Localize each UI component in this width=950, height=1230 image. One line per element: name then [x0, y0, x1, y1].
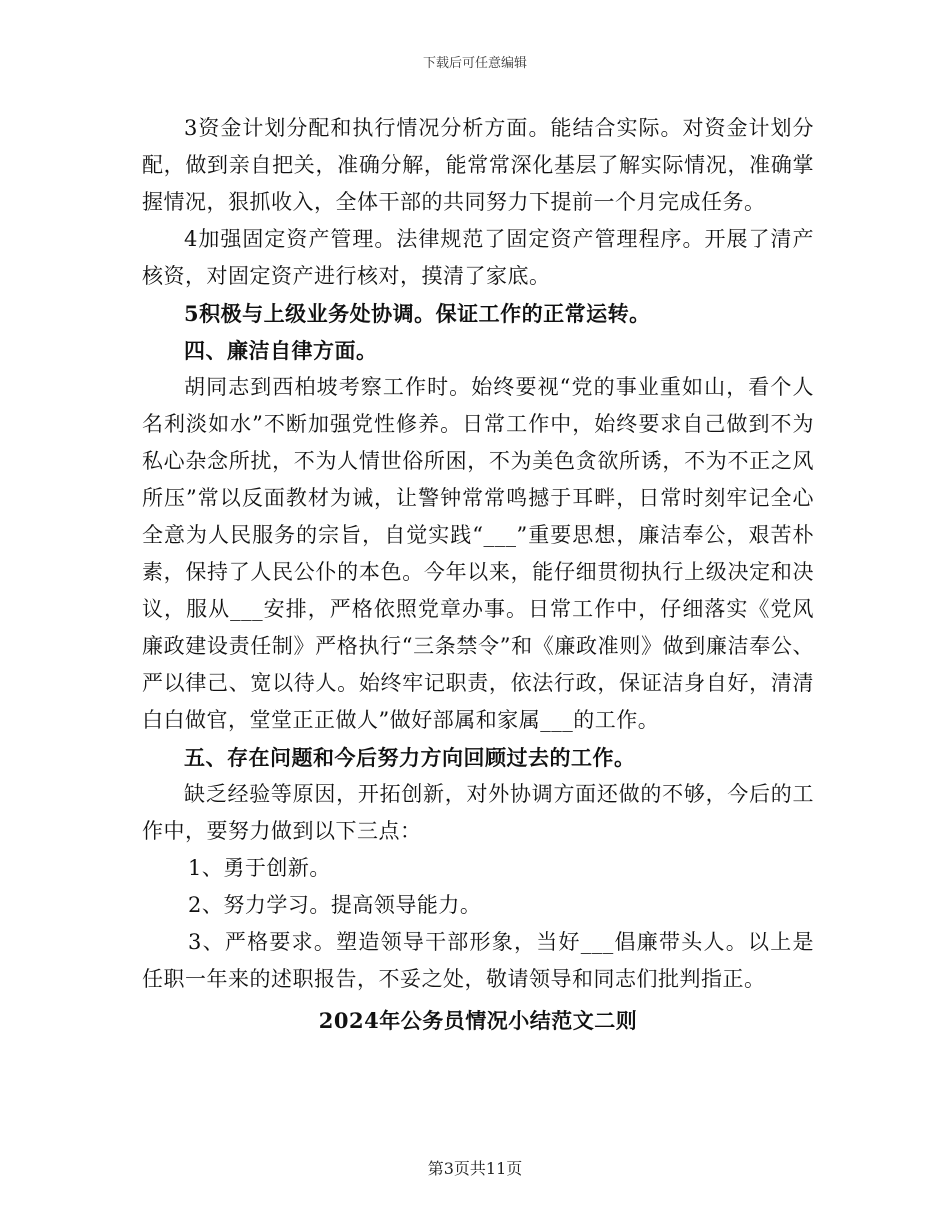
paragraph-integrity: 胡同志到西柏坡考察工作时。始终要视“党的事业重如山，看个人名利淡如水”不断加强党性修养。日常工作中，始终要求自己做到不为私心杂念所扰，不为人情世俗所困，不为美色贪欲所诱，不为不正之风所压”常以反面教材为诫，让警钟常常鸣撼于耳畔，日常时刻牢记全心全意为人民服务的宗旨，自觉实践“___”重要思想，廉洁奉公，艰苦朴素，保持了人民公仆的本色。今年以来，能仔细贯彻执行上级决定和决议，服从___安排，严格依照党章办事。日常工作中，仔细落实《党风廉政建设责任制》严格执行“三条禁令”和《廉政准则》做到廉洁奉公、严以律己、宽以待人。始终牢记职责，依法行政，保证洁身自好，清清白白做官，堂堂正正做人”做好部属和家属___的工作。	[142, 375, 814, 732]
paragraph-fixed-assets: 4加强固定资产管理。法律规范了固定资产管理程序。开展了清产核资，对固定资产进行核对，摸清了家底。	[142, 227, 814, 288]
page-number: 第3页共11页	[427, 1159, 523, 1178]
paragraph-coordination: 5积极与上级业务处协调。保证工作的正常运转。	[184, 301, 651, 326]
section-heading-problems: 五、存在问题和今后努力方向回顾过去的工作。	[184, 745, 636, 770]
section-heading-integrity: 四、廉洁自律方面。	[184, 338, 378, 363]
section-title: 2024年公务员情况小结范文二则	[318, 1008, 638, 1033]
paragraph-shortcomings: 缺乏经验等原因，开拓创新，对外协调方面还做的不够，今后的工作中，要努力做到以下三点：	[142, 782, 814, 843]
document-body	[142, 110, 814, 1039]
paragraph-funding-plan: 3资金计划分配和执行情况分析方面。能结合实际。对资金计划分配，做到亲自把关，准确分解，能常常深化基层了解实际情况，准确掌握情况，狠抓收入，全体干部的共同努力下提前一个月完成任务。	[142, 116, 814, 214]
list-item-study: 2、努力学习。提高领导能力。	[188, 893, 482, 917]
page-header: 下载后可任意编辑	[422, 56, 527, 71]
list-item-strict: 3、严格要求。塑造领导干部形象，当好___倡廉带头人。以上是任职一年来的述职报告，不妥之处，敬请领导和同志们批判指正。	[142, 930, 814, 991]
list-item-innovate: 1、勇于创新。	[188, 856, 331, 880]
